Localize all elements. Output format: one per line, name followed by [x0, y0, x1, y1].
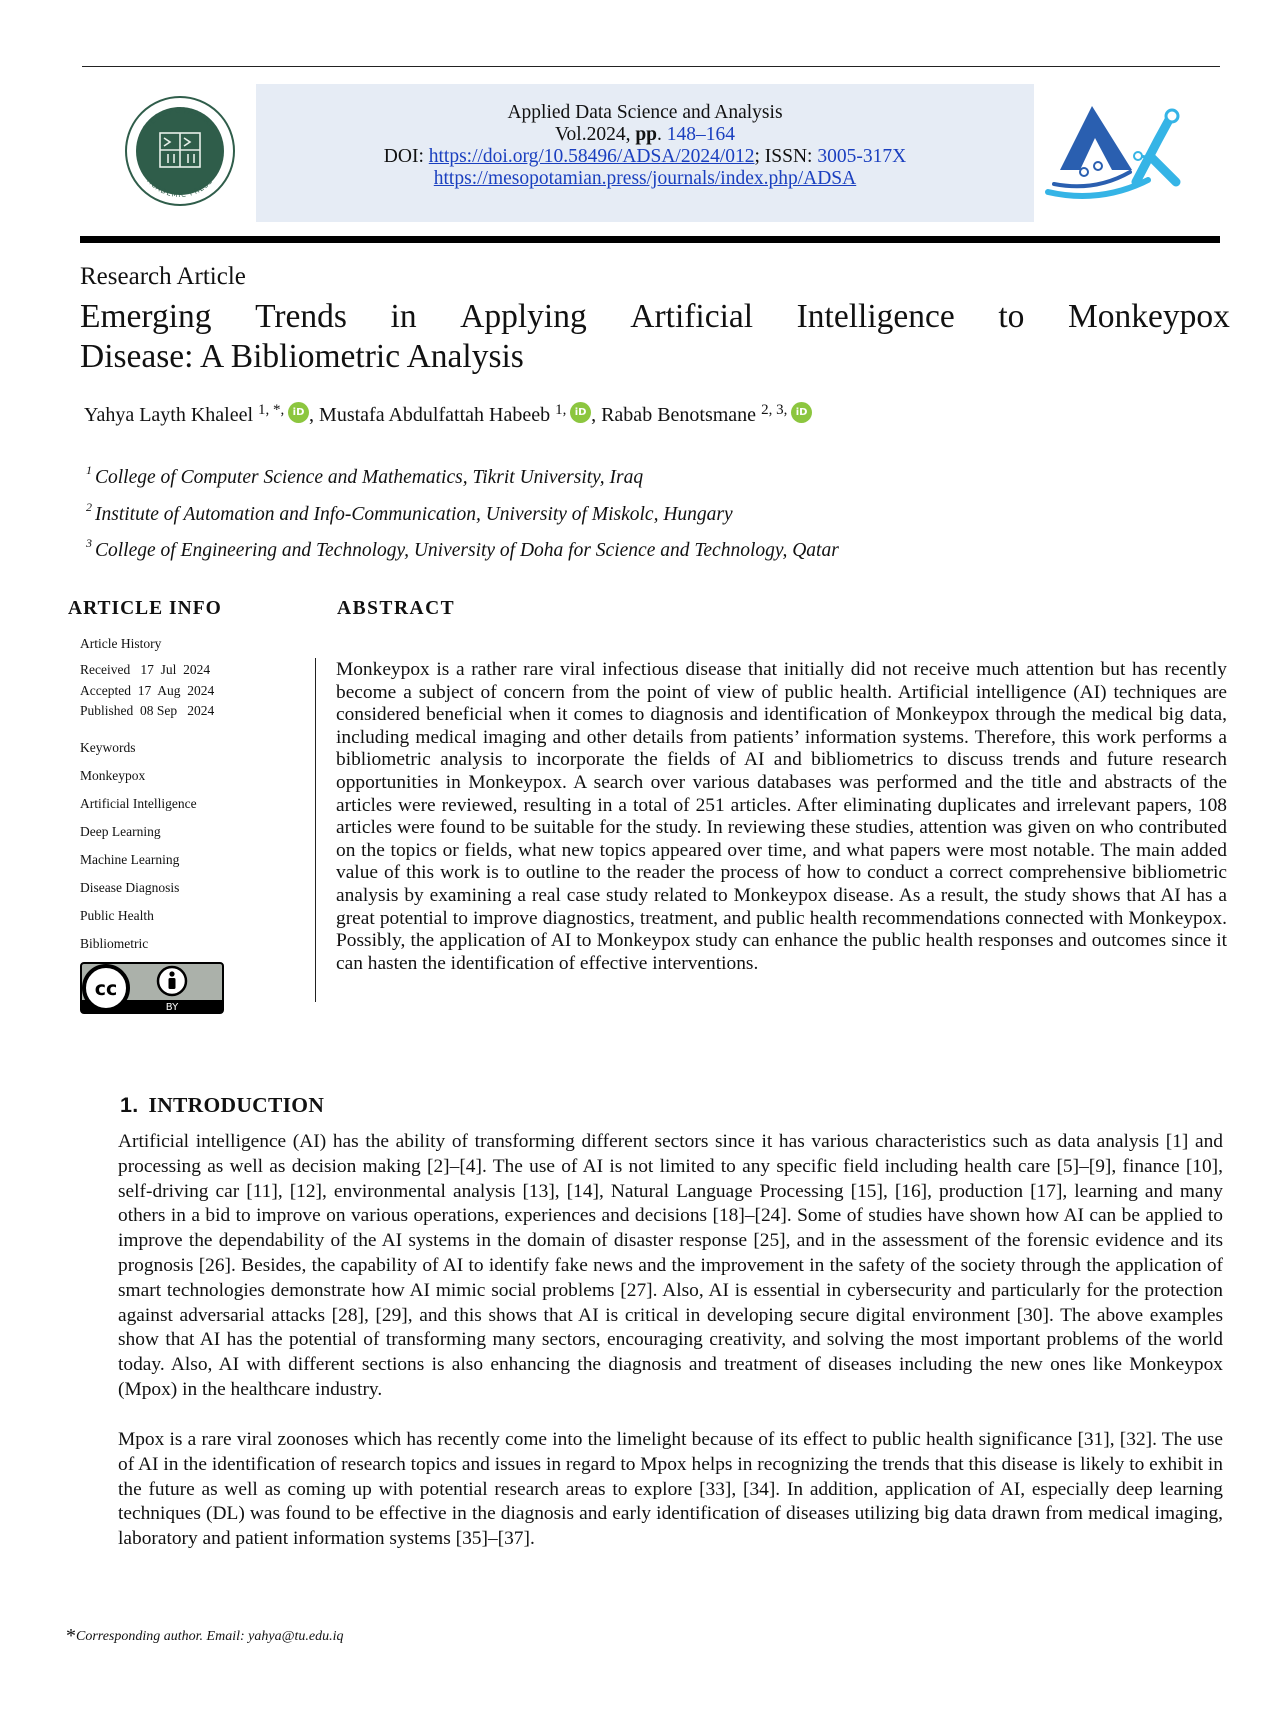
title-word: Monkeypox — [1068, 298, 1230, 335]
doi-label: DOI: — [383, 146, 424, 167]
publisher-logo — [124, 95, 236, 207]
issn-label: ; ISSN: — [754, 146, 813, 167]
title-word: Trends — [255, 298, 347, 335]
author-affiliation-marks: 1, *, — [258, 402, 289, 418]
column-divider — [315, 658, 316, 1002]
affiliation-text: College of Computer Science and Mathematics, Tikrit University, Iraq — [95, 467, 644, 488]
author-name: Yahya Layth Khaleel — [84, 404, 259, 426]
doi-issn-line — [256, 146, 1034, 168]
title-word: Emerging — [80, 298, 212, 335]
affiliation-number: 2 — [86, 500, 92, 514]
affiliation — [86, 463, 643, 489]
journal-url-link[interactable]: https://mesopotamian.press/journals/index.php/ADSA — [433, 168, 857, 189]
abstract-text: Monkeypox is a rather rare viral infectious disease that initially did not receive much attention but has recently become a subject of concern from the point of view of public health. Artificial intelligence (AI) techniques are considered beneficial when it comes to diagnosis and identification of Monkeypox through the medical big data, including medical imaging and other details from patients’ information systems. Therefore, this work performs a bibliometric analysis to incorporate the fields of AI and bibliometrics to discuss trends and future research opportunities in Monkeypox. A search over various databases was performed and the title and abstracts of the articles were reviewed, resulting in a total of 251 articles. After eliminating duplicates and irrelevant papers, 108 articles were found to be suitable for the study. In reviewing these studies, attention was given on who contributed on the topics or fields, what new topics appeared over time, and what papers were most notable. The main added value of this work is to outline to the reader the process of how to conduct a correct comprehensive bibliometric analysis by examining a real case study related to Monkeypox disease. As a result, the study shows that AI has a great potential to improve diagnostics, treatment, and public health recommendations connected with Monkeypox. Possibly, the application of AI to Monkeypox study can enhance the public health responses and outcomes since it can hasten the identification of effective interventions. — [336, 659, 1227, 974]
keyword: Monkeypox — [80, 768, 146, 783]
title-line-1 — [80, 297, 1230, 337]
publisher-logo-top-text: MESOPOTAMIAN — [142, 105, 218, 133]
article-title — [80, 297, 1230, 377]
keyword: Machine Learning — [80, 852, 180, 867]
title-word: Intelligence — [796, 298, 955, 335]
section-number: 1. — [120, 1093, 139, 1117]
title-word: in — [390, 298, 417, 335]
license-label: BY — [165, 1002, 179, 1013]
published-date: Published 08 Sep 2024 — [80, 703, 215, 718]
pp-label: pp — [635, 124, 658, 145]
orcid-icon[interactable]: iD — [791, 402, 812, 423]
author-list — [84, 402, 812, 427]
author-name: , Rabab Benotsmane — [591, 404, 762, 426]
author-affiliation-marks: 1, — [555, 402, 571, 418]
author-affiliation-marks: 2, 3, — [761, 402, 792, 418]
page-range: 148–164 — [666, 124, 736, 145]
keyword: Public Health — [80, 908, 154, 923]
affiliation-text: Institute of Automation and Info-Communication, University of Miskolc, Hungary — [95, 504, 733, 525]
keyword: Deep Learning — [80, 824, 161, 839]
intro-paragraph-1: Artificial intelligence (AI) has the ability of transforming different sectors since it has various characteristics such as data analysis [1] and processing as well as decision making [2]–[4]. The use of AI is not limited to any specific field including health care [5]–[9], finance [10], self-driving car [11], [12], environmental analysis [13], [14], Natural Language Processing [15], [16], production [17], learning and many others in a bid to improve on various operations, experiences and decisions [18]–[24]. Some of studies have shown how AI can be applied to improve the dependability of the AI systems in the domain of disaster response [25], and in the assessment of the forensic evidence and its prognosis [26]. Besides, the capability of AI to identify fake news and the improvement in the safety of the society through the application of smart technologies demonstrate how AI mimic social problems [27]. Also, AI is essential in cybersecurity and particularly for the protection against adversarial attacks [28], [29], and this shows that AI is critical in developing secure digital environment [30]. The above examples show that AI has the potential of transforming many sectors, encouraging creativity, and solving the most important problems of the world today. Also, AI with different sections is also enhancing the diagnosis and treatment of diseases including the new ones like Monkeypox (Mpox) in the healthcare industry. — [118, 1131, 1223, 1400]
journal-logo — [1040, 100, 1190, 210]
affiliation — [86, 536, 839, 562]
footnote-star: * — [66, 1625, 76, 1647]
corresponding-author-footnote — [66, 1625, 343, 1648]
cc-by-license-badge[interactable] — [80, 962, 224, 1014]
publisher-logo-bottom-text: ACADEMIC PRESS — [145, 176, 215, 200]
author-name: , Mustafa Abdulfattah Habeeb — [309, 404, 556, 426]
article-type: Research Article — [80, 263, 246, 290]
title-word: to — [998, 298, 1025, 335]
orcid-icon[interactable]: iD — [570, 402, 591, 423]
doi-link[interactable]: https://doi.org/10.58496/ADSA/2024/012 — [428, 146, 755, 167]
header-divider — [80, 236, 1220, 243]
affiliation — [86, 500, 733, 526]
title-word: Applying — [460, 298, 587, 335]
footnote-text: Corresponding author. Email: yahya@tu.edu.iq — [76, 1629, 344, 1644]
orcid-icon[interactable]: iD — [288, 402, 309, 423]
journal-name: Applied Data Science and Analysis — [507, 102, 783, 123]
volume: Vol.2024, — [554, 124, 631, 145]
keyword: Disease Diagnosis — [80, 880, 180, 895]
article-history-label: Article History — [80, 636, 162, 651]
journal-citation-block — [256, 102, 1034, 190]
affiliation-text: College of Engineering and Technology, University of Doha for Science and Technology, Qatar — [95, 540, 839, 561]
svg-text:cc: cc — [94, 978, 118, 1000]
received-date: Received 17 Jul 2024 — [80, 662, 211, 677]
section-heading — [120, 1093, 324, 1118]
volume-pages: Vol.2024, pp. 148–164 — [554, 124, 736, 145]
affiliation-number: 1 — [86, 463, 92, 477]
issn-value: 3005-317X — [817, 146, 907, 167]
top-rule — [82, 66, 1220, 67]
keyword: Bibliometric — [80, 936, 149, 951]
abstract-heading: ABSTRACT — [337, 598, 456, 619]
article-info-heading: ARTICLE INFO — [68, 598, 222, 619]
section-title: INTRODUCTION — [148, 1093, 325, 1117]
keywords-label: Keywords — [80, 740, 136, 755]
title-word: Artificial — [630, 298, 754, 335]
keyword: Artificial Intelligence — [80, 796, 197, 811]
accepted-date: Accepted 17 Aug 2024 — [80, 683, 215, 698]
intro-paragraph-2: Mpox is a rare viral zoonoses which has recently come into the limelight because of its effect to public health significance [31], [32]. The use of AI in the identification of research topics and issues in regard to Mpox helps in recognizing the trends that this disease is likely to exhibit in the future as well as coming up with potential research areas to explore [33], [34]. In addition, application of AI, especially deep learning techniques (DL) was found to be effective in the diagnosis and early identification of diseases utilizing big data drawn from medical imaging, laboratory and patient information systems [35]–[37]. — [118, 1429, 1223, 1550]
title-line-2: Disease: A Bibliometric Analysis — [80, 338, 524, 375]
affiliation-number: 3 — [86, 536, 92, 550]
